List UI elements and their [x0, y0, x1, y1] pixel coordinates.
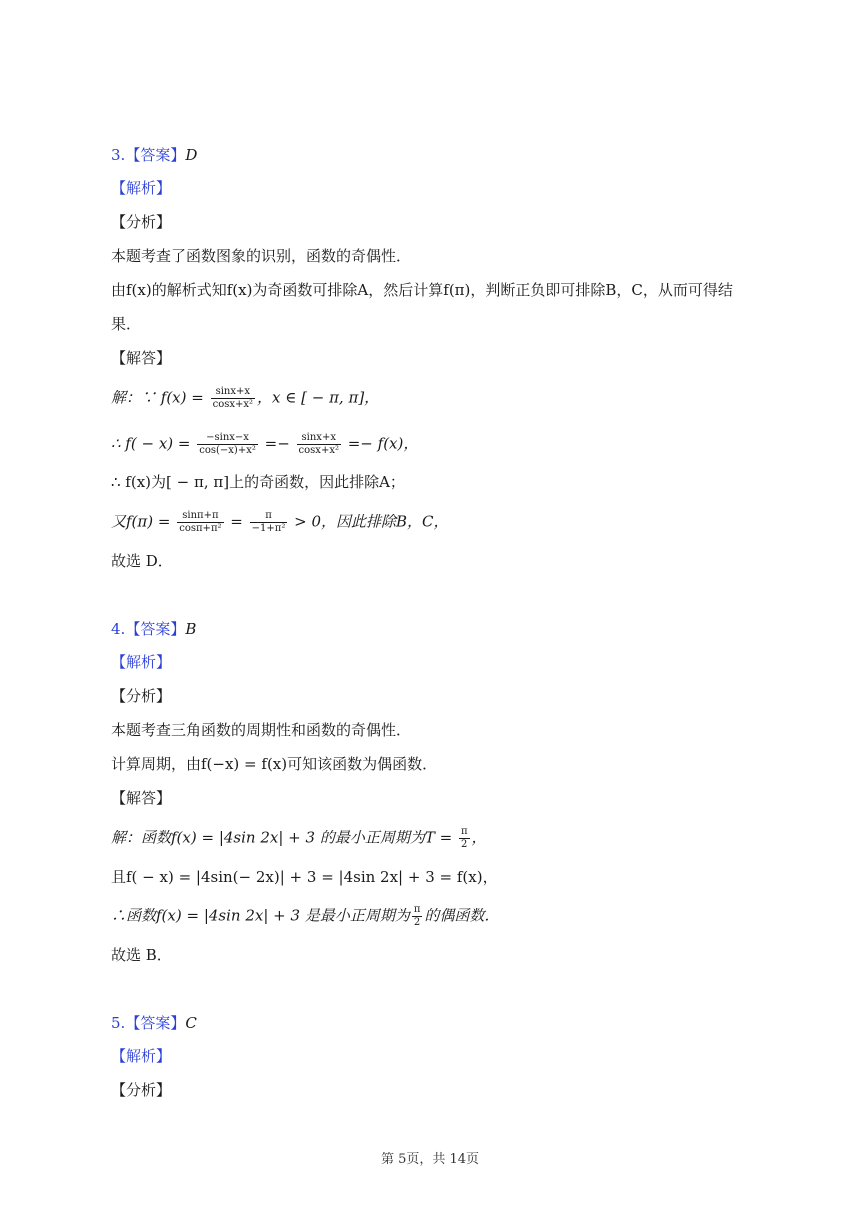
q3-s2-fraction-2: [297, 432, 341, 457]
q3-s4-middle: =: [225, 512, 248, 531]
q4-fenxi-heading: 【分析】: [111, 687, 172, 705]
q5-answer-tag: 【答案】: [125, 1014, 186, 1032]
fraction-denominator: cos(−x)+x²: [199, 445, 256, 456]
q3-jieda-heading: 【解答】: [111, 349, 172, 367]
q3-answer: D: [185, 146, 198, 164]
fraction-denominator: cosx+x²: [212, 399, 254, 410]
q3-s2-middle: =−: [259, 434, 295, 453]
q4-solution-line-4: 故选 B．: [111, 946, 172, 964]
q3-s1-prefix: 解：∵ f(x) =: [111, 388, 209, 407]
fraction-numerator: π: [413, 904, 421, 915]
q3-s4-suffix: > 0，因此排除B，C，: [289, 512, 449, 531]
page-footer: 第 5页，共 14页: [380, 1152, 480, 1167]
q3-solution-line-4: [111, 510, 449, 535]
fraction-numerator: sinx+x: [211, 386, 255, 399]
q3-answer-tag: 【答案】: [125, 146, 186, 164]
q3-fenxi-heading: 【分析】: [111, 213, 172, 231]
q4-solution-line-3: [111, 904, 499, 929]
fraction-numerator: sinπ+π: [177, 510, 223, 523]
q3-s4-fraction-1: [177, 510, 223, 535]
fraction-denominator: 2: [413, 917, 421, 928]
q5-answer: C: [185, 1014, 197, 1032]
q4-s1-suffix: ，: [471, 828, 487, 847]
fraction-denominator: cosπ+π²: [179, 523, 222, 534]
q4-answer-tag: 【答案】: [125, 620, 186, 638]
q3-s2-prefix: ∴ f( − x) =: [111, 434, 196, 453]
q3-s4-prefix: 又f(π) =: [111, 512, 176, 531]
q4-answer: B: [185, 620, 197, 638]
q3-answer-line: [111, 145, 197, 165]
q5-number: 5.: [111, 1014, 126, 1032]
fraction-numerator: π: [460, 826, 468, 837]
q5-answer-line: [111, 1013, 197, 1033]
q4-s3-suffix: 的偶函数．: [424, 906, 500, 925]
q3-s2-fraction-1: [197, 432, 258, 457]
q5-jiexi-heading: 【解析】: [111, 1047, 172, 1065]
q3-solution-line-2: [111, 432, 418, 457]
q3-number: 3.: [111, 146, 126, 164]
q4-s1-fraction: [459, 826, 470, 851]
fraction-denominator: −1+π²: [251, 523, 286, 534]
q3-s1-suffix: ，x ∈ [ − π, π]，: [257, 388, 380, 407]
q3-solution-line-5: 故选 D．: [111, 552, 173, 570]
q3-analysis-line-1: 本题考查了函数图象的识别，函数的奇偶性．: [111, 247, 412, 265]
q4-s1-prefix: 解：函数f(x) = |4sin 2x| + 3 的最小正周期为T =: [111, 828, 457, 847]
q4-solution-line-2: 且f( − x) = |4sin(− 2x)| + 3 = |4sin 2x| + 3 = f(x)，: [111, 868, 498, 886]
q4-s3-prefix: ∴函数f(x) = |4sin 2x| + 3 是最小正周期为: [111, 906, 410, 925]
fraction-numerator: sinx+x: [297, 432, 341, 445]
q3-s2-suffix: =− f(x)，: [342, 434, 419, 453]
q4-analysis-line-2: 计算周期，由f(−x) = f(x)可知该函数为偶函数．: [111, 755, 438, 773]
q4-jiexi-heading: 【解析】: [111, 653, 172, 671]
q3-jiexi-heading: 【解析】: [111, 179, 172, 197]
q4-solution-line-1: [111, 826, 487, 851]
q3-s4-fraction-2: [250, 510, 288, 535]
q4-jieda-heading: 【解答】: [111, 789, 172, 807]
q3-solution-line-1: [111, 386, 379, 411]
q4-s3-fraction: [412, 904, 423, 929]
q3-solution-line-3: ∴ f(x)为[ − π, π]上的奇函数，因此排除A；: [111, 473, 405, 491]
fraction-numerator: −sinx−x: [197, 432, 258, 445]
fraction-denominator: 2: [461, 839, 468, 850]
q3-s1-fraction: [211, 386, 255, 411]
fraction-denominator: cosx+x²: [298, 445, 339, 456]
q4-analysis-line-1: 本题考查三角函数的周期性和函数的奇偶性．: [111, 721, 412, 739]
q4-number: 4.: [111, 620, 126, 638]
fraction-numerator: π: [250, 510, 288, 523]
q4-answer-line: [111, 619, 196, 639]
q3-analysis-line-2: 由f(x)的解析式知f(x)为奇函数可排除A，然后计算f(π)，判断正负即可排除B，C，从而可得结: [111, 281, 733, 299]
q3-analysis-line-3: 果．: [111, 315, 142, 333]
q5-fenxi-heading: 【分析】: [111, 1081, 172, 1099]
